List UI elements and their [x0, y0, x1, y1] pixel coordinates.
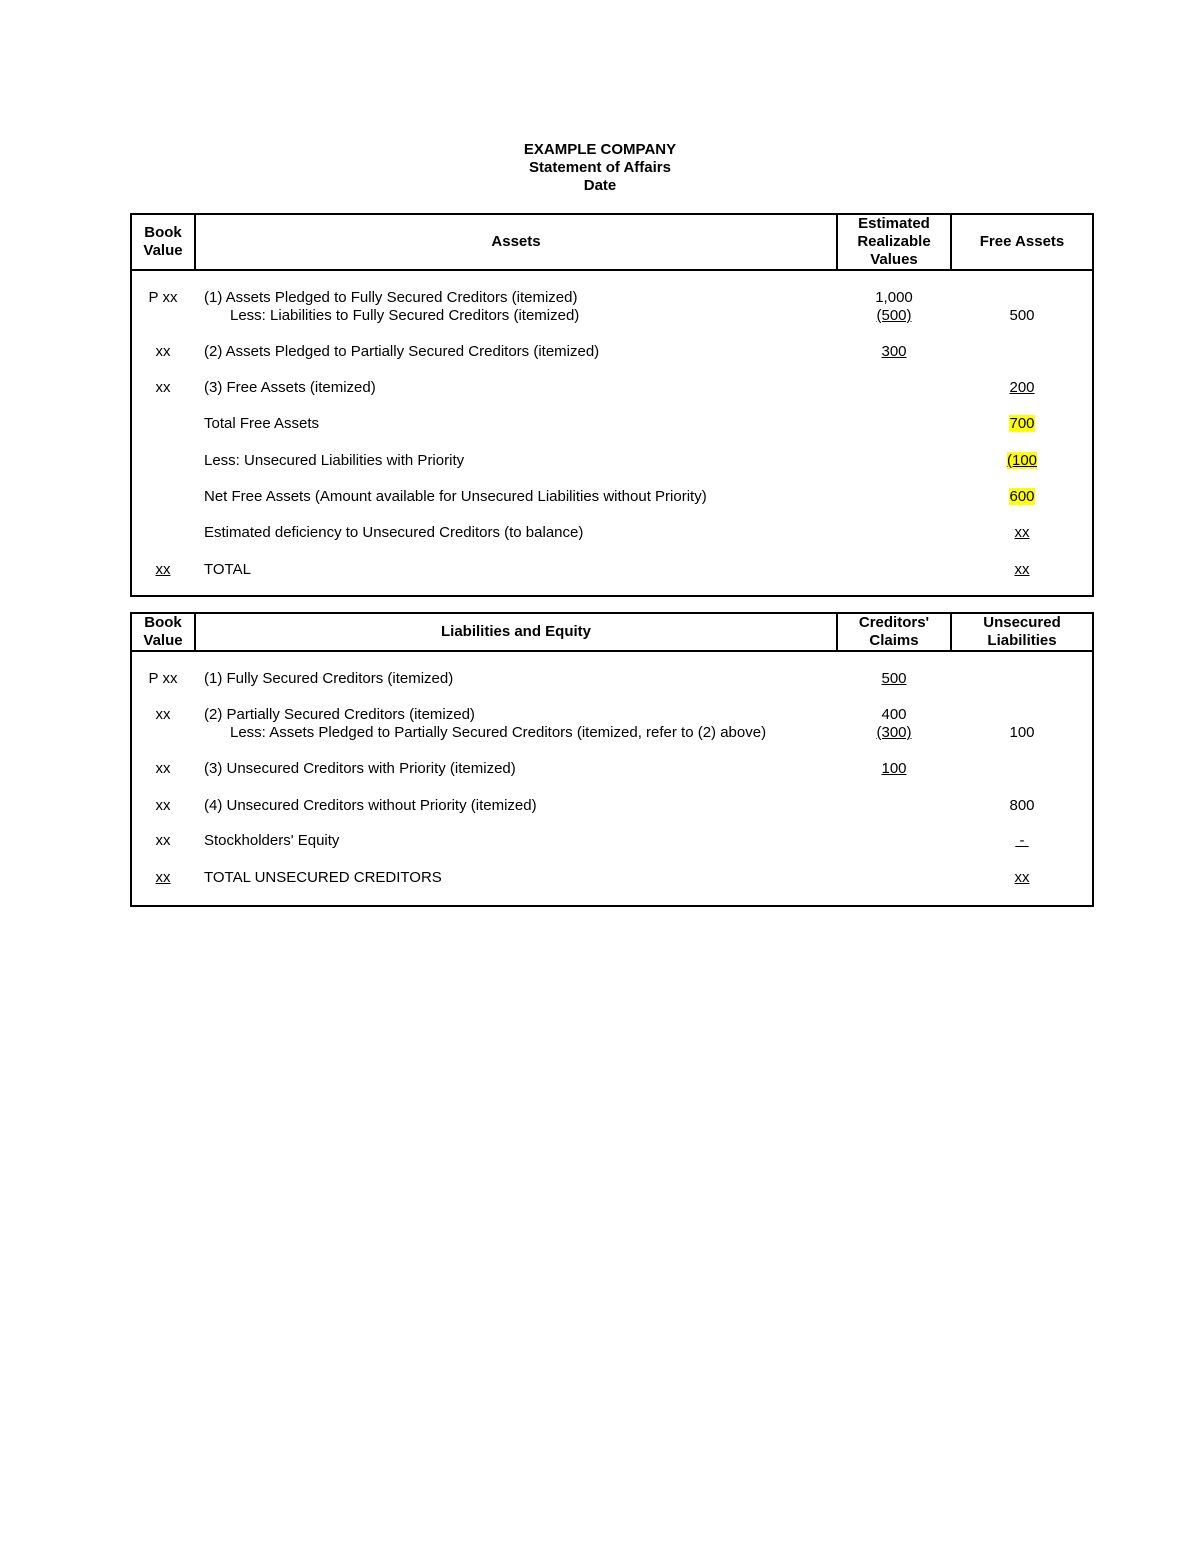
header-liabilities-equity: Liabilities and Equity [440, 623, 592, 640]
row-description: TOTAL UNSECURED CREDITORS [204, 869, 442, 886]
row-description: Net Free Assets (Amount available for Unsecured Liabilities without Priority) [204, 488, 707, 505]
free-assets-value: xx [1014, 561, 1030, 578]
row-description: Total Free Assets [204, 415, 320, 432]
header-book-value: Book Value [143, 614, 183, 649]
table-row [132, 706, 1092, 742]
liabilities-table [130, 612, 1094, 907]
free-assets-value: 200 [1009, 379, 1035, 396]
header-free-assets: Free Assets [979, 233, 1065, 250]
book-value: xx [155, 797, 171, 814]
table-row [132, 524, 1092, 560]
statement-date: Date [583, 177, 617, 194]
creditors-claims-value: 400 (300) [876, 706, 912, 741]
net-free-assets-value: 600 [1009, 488, 1035, 505]
unsecured-priority-value: (100 [1006, 452, 1038, 469]
row-description: (1) Fully Secured Creditors (itemized) [204, 670, 454, 687]
book-value: xx [155, 379, 171, 396]
statement-title: Statement of Affairs [529, 159, 671, 176]
book-value: xx [155, 561, 171, 578]
table-row [132, 343, 1092, 379]
row-description: (4) Unsecured Creditors without Priority (itemized) [204, 797, 537, 814]
assets-table [130, 213, 1094, 597]
book-value: xx [155, 706, 171, 723]
header-estimated-realizable-values: Estimated Realizable Values [857, 215, 931, 268]
table-row [132, 832, 1092, 868]
row-description: (2) Assets Pledged to Partially Secured Creditors (itemized) [204, 343, 600, 360]
book-value: P xx [148, 670, 178, 687]
table-row [132, 670, 1092, 706]
table-row [132, 797, 1092, 833]
row-description: (3) Free Assets (itemized) [204, 379, 376, 396]
free-assets-value: xx [1014, 524, 1030, 541]
header-assets: Assets [491, 233, 541, 250]
table-row [132, 561, 1092, 597]
row-description: Estimated deficiency to Unsecured Creditors (to balance) [204, 524, 584, 541]
unsecured-liabilities-value: - [1015, 832, 1029, 849]
table-row [132, 452, 1092, 488]
assets-table-header [132, 215, 1092, 271]
row-description: Less: Unsecured Liabilities with Priority [204, 452, 465, 469]
table-row [132, 289, 1092, 325]
table-row [132, 869, 1092, 905]
estimated-value: 1,000 (500) [875, 289, 913, 324]
table-row [132, 760, 1092, 796]
creditors-claims-value: 500 [881, 670, 907, 687]
row-description: (3) Unsecured Creditors with Priority (itemized) [204, 760, 516, 777]
free-assets-value: 500 [1009, 307, 1035, 324]
book-value: xx [155, 760, 171, 777]
estimated-value: 300 [881, 343, 907, 360]
table-row [132, 379, 1092, 415]
creditors-claims-value: 100 [881, 760, 907, 777]
company-name: EXAMPLE COMPANY [523, 141, 677, 158]
row-description: (1) Assets Pledged to Fully Secured Creditors (itemized) Less: Liabilities to Fully Secured Creditors (itemized) [204, 289, 580, 324]
unsecured-liabilities-value: 800 [1009, 797, 1035, 814]
header-unsecured-liabilities: Unsecured Liabilities [983, 614, 1061, 649]
table-row [132, 415, 1092, 451]
book-value: xx [155, 343, 171, 360]
header-book-value: Book Value [143, 224, 183, 259]
book-value: xx [155, 869, 171, 886]
book-value: xx [155, 832, 171, 849]
row-description: TOTAL [204, 561, 251, 578]
table-row [132, 488, 1092, 524]
row-description: Stockholders' Equity [204, 832, 340, 849]
header-creditors-claims: Creditors' Claims [858, 614, 930, 649]
row-description: (2) Partially Secured Creditors (itemized) Less: Assets Pledged to Partially Secured Creditors (itemized, refer to (2) above) [204, 706, 767, 741]
unsecured-liabilities-value: 100 [1009, 724, 1035, 741]
book-value: P xx [148, 289, 178, 306]
unsecured-liabilities-value: xx [1014, 869, 1030, 886]
total-free-assets-value: 700 [1009, 415, 1035, 432]
liabilities-table-header [132, 614, 1092, 652]
